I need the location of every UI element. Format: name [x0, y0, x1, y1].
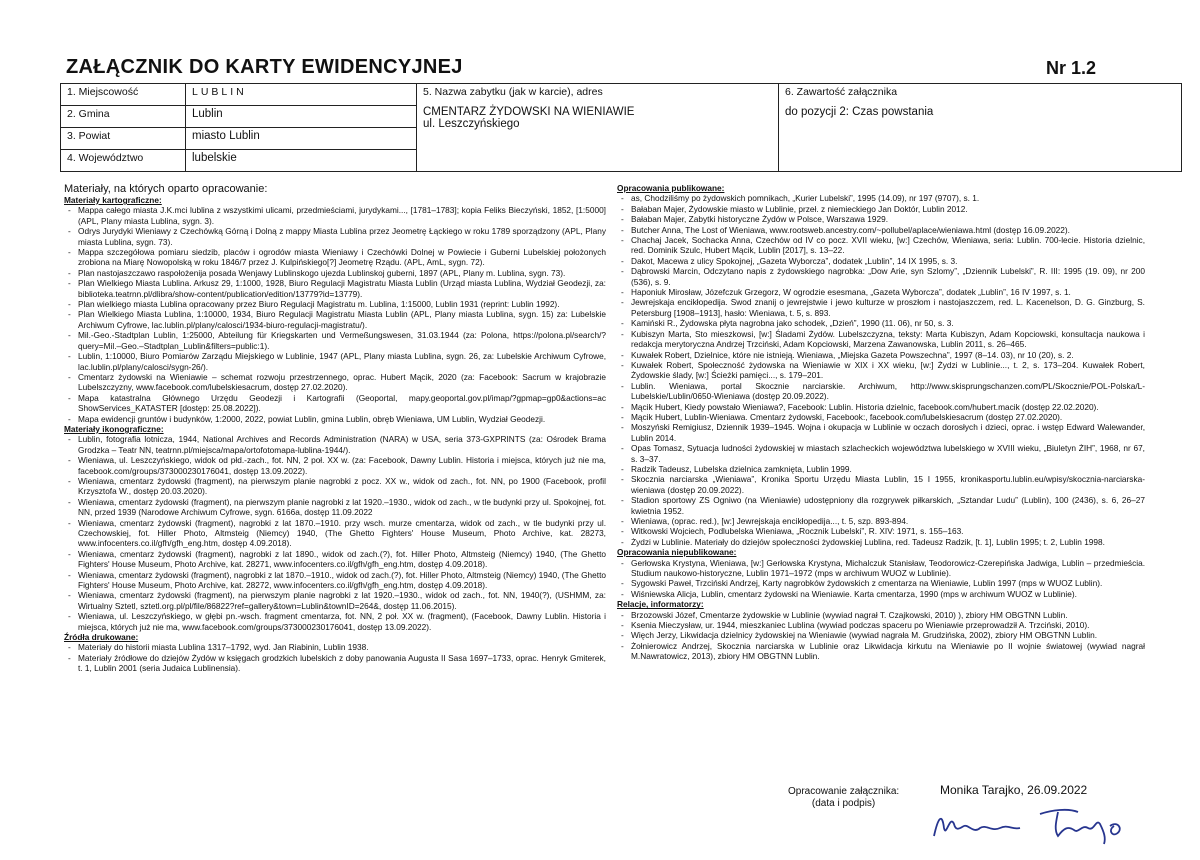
field-4-value: lubelskie	[186, 150, 417, 172]
iconographic-list	[64, 434, 606, 632]
field-2-value: Lublin	[186, 106, 417, 128]
materials-intro: Materiały, na których oparto opracowanie:	[64, 183, 268, 195]
list-item: - Wieniawa, cmentarz żydowski (fragment), na pierwszym planie nagrobki z pocz. XX w., widok od zach., fot. NN, po 1900 (Facebook, profil Krzysztofa W., dostęp 20.03.2020).	[64, 476, 606, 497]
field-6-label: 6. Zawartość załącznika	[785, 86, 898, 98]
header-table	[60, 83, 1182, 172]
list-item: - Materiały źródłowe do dziejów Żydów w księgach grodzkich lubelskich z doby panowania Augusta II Sasa 1697–1733, oprac. Henryk Gmiterek, t. 1, Lublin 2001 (seria Judaica Lublinensia).	[64, 653, 606, 674]
list-item: - Butcher Anna, The Lost of Wieniawa, www.rootsweb.ancestry.com/~pollubel/aplace/wieniawa.html (dostęp 16.09.2022).	[617, 225, 1145, 235]
list-item: - Stadion sportowy ZS Ogniwo (na Wieniawie) udostępniony dla rozgrywek piłkarskich, „Sztandar Ludu” (Lublin), 100 (2436), s. 6, 26–27 kwietnia 1952.	[617, 495, 1145, 516]
list-item: - Opas Tomasz, Sytuacja ludności żydowskiej w miastach szlacheckich województwa lubelskiego w XVIII wieku, „Biuletyn ŻIH”, 1968, nr 67, s. 3–37.	[617, 443, 1145, 464]
list-item: - Bałaban Majer, Zabytki historyczne Żydów w Polsce, Warszawa 1929.	[617, 214, 1145, 224]
list-item: - Żołnierowicz Andrzej, Skocznia narciarska w Lublinie oraz Likwidacja kirkutu na Wieniawie po II wojnie światowej (wywiad nagrał M.Nawratowicz, 2013), zbiory HM OBGTNN Lublin.	[617, 641, 1145, 662]
prepared-by-text: Opracowanie załącznika:	[788, 786, 900, 797]
field-5-cell	[417, 84, 779, 172]
author-date: Monika Tarajko, 26.09.2022	[940, 783, 1088, 797]
list-item: - Lublin. Wieniawa, portal Skocznie narciarskie. Archiwum, http://www.skisprungschanzen.com/PL/Skocznie/POL-Polska/L-Lubelskie/Lublin/0650-Wieniawa (dostęp 20.09.2022).	[617, 381, 1145, 402]
list-item: - Plan nastojaszczawo raspołożenija posada Wenjawy Lublinskogo ujezda Lublinskoj guberni, 1897 (APL, Plany m. Lublina, sygn. 73).	[64, 268, 606, 278]
list-item: - Więch Jerzy, Likwidacja dzielnicy żydowskiej na Wieniawie (wywiad nagrała M. Grudzińska, 2002), zbiory HM OBGTNN Lublin.	[617, 630, 1145, 640]
monument-address: ul. Leszczyńskiego	[423, 118, 520, 130]
list-item: - Plan Wielkiego Miasta Lublina. Arkusz 29, 1:1000, 1928, Biuro Regulacji Magistratu Miasta Lublin (Urząd miasta Lublina, Wydział Geodezji, za: biblioteka.teatrnn.pl/dlibra/show-content/publication/edition/13779?id=13779).	[64, 278, 606, 299]
section-heading-published: Opracowania publikowane:	[617, 183, 725, 193]
section-heading-printed: Źródła drukowane:	[64, 632, 139, 643]
list-item: - Lublin, fotografia lotnicza, 1944, National Archives and Records Administration (NARA) w USA, seria 373-GXPRINTS (za: Ośrodek Brama Grodzka – Teatr NN, teatrnn.pl/miejsca/mapa/ortofotomapa-lublina-1944/).	[64, 434, 606, 455]
list-item: - as, Chodziliśmy po żydowskich pomnikach, „Kurier Lubelski”, 1995 (14.09), nr 197 (9707), s. 1.	[617, 193, 1145, 203]
list-item: - Wieniawa, cmentarz żydowski (fragment), na pierwszym planie nagrobki z lat 1920.–1930., widok od zach., fot. NN, 1940(?), (USHMM, za: Wirtualny Sztetl, sztetl.org.pl/pl/file/86822?ref=gallery&town=Lublin&townID=264&, dostęp 11.06.2015).	[64, 590, 606, 611]
list-item: - Wieniawa, cmentarz żydowski (fragment), nagrobki z lat 1870.–1910., widok od zach.(?), fot. Hiller Photo, Altmsteig (Niemcy) 1940, (The Ghetto Fighters' House Museum, Photo Archive, kat. 28272, www.infocenters.co.il/gfh/gfh_eng.htm, dostęp 4.09.2018).	[64, 570, 606, 591]
list-item: - Sygowski Paweł, Trzciński Andrzej, Karty nagrobków żydowskich z cmentarza na Wieniawie, Lublin 1997 (mps w WUOZ Lublin).	[617, 578, 1145, 588]
unpublished-list	[617, 558, 1145, 600]
list-item: - Wiśniewska Alicja, Lublin, cmentarz żydowski na Wieniawie. Karta cmentarza, 1990 (mps w archiwum WUOZ w Lublinie).	[617, 589, 1145, 599]
list-item: - Kamiński R., Żydowska płyta nagrobna jako schodek, „Dzień”, 1990 (11. 06), nr 50, s. 3.	[617, 318, 1145, 328]
field-4-label: 4. Województwo	[61, 150, 186, 172]
sources-right-column	[617, 183, 1145, 662]
list-item: - Moszyński Remigiusz, Dziennik 1939–1945. Wojna i okupacja w Lublinie w oczach dorosłych i dzieci, oprac. i wstęp Edward Walewander, Lublin 2014.	[617, 422, 1145, 443]
list-item: - Wieniawa, cmentarz żydowski (fragment), nagrobki z lat 1870.–1910. przy wsch. murze cmentarza, widok od zach., w tle budynki przy ul. Czechowskiej, fot. Hiller Photo, Altmsteig (Niemcy) 1940, (The Ghetto Fighters' House Museum, Photo Archive, kat. 28273, www.infocenters.co.il/gfh/gfh_eng.htm, dostęp 4.09.2018).	[64, 518, 606, 549]
field-1-label: 1. Miejscowość	[61, 84, 186, 106]
printed-sources-list	[64, 642, 606, 673]
list-item: - Mącik Hubert, Lublin-Wieniawa. Cmentarz żydowski, Facebook:, facebook.com/lubelskiesacrum (dostęp 27.02.2020).	[617, 412, 1145, 422]
list-item: - Mappa całego miasta J.K.mci lublina z wszystkimi ulicami, przedmieściami, jurydykami..., [1781–1783]; kopia Feliks Bieczyński, 1852, [1:5000] (APL, Plany miasta Lublina, sygn. 3).	[64, 205, 606, 226]
field-6-value: do pozycji 2: Czas powstania	[785, 106, 934, 118]
prepared-by-label	[788, 786, 899, 810]
list-item: - Skocznia narciarska „Wieniawa”, Kronika Sportu Urzędu Miasta Lublin, 15 I 1955, kronikasportu.lublin.eu/wpisy/skocznia-narciarska-wieniawa (dostęp 20.09.2022).	[617, 474, 1145, 495]
list-item: - Haponiuk Mirosław, Józefczuk Grzegorz, W ogrodzie esesmana, „Gazeta Wyborcza”, dodatek „Lublin”, 16 IV 1997, s. 1.	[617, 287, 1145, 297]
list-item: - Gerłowska Krystyna, Wieniawa, [w:] Gerłowska Krystyna, Michalczuk Stanisław, Teodorowicz-Czerepińska Jadwiga, Lublin – przedmieścia. Studium naukowo-historyczne, Lublin 1971–1972 (mps w archiwum WUOZ w Lublinie).	[617, 558, 1145, 579]
list-item: - Radzik Tadeusz, Lubelska dzielnica zamknięta, Lublin 1999.	[617, 464, 1145, 474]
list-item: - Witkowski Wojciech, Podlubelska Wieniawa, „Rocznik Lubelski”, R. XIV: 1971, s. 155–163.	[617, 526, 1145, 536]
list-item: - Cmentarz żydowski na Wieniawie – schemat rozwoju przestrzennego, oprac. Hubert Mącik, 2020 (za: Facebook: Sacrum w krajobrazie Lubelszczyzny, www.facebook.com/lubelskiesacrum, dostęp 27.02.2020).	[64, 372, 606, 393]
list-item: - Ksenia Mieczysław, ur. 1944, mieszkaniec Lublina (wywiad podczas spaceru po Wieniawie przeprowadził A. Trzciński, 2010).	[617, 620, 1145, 630]
list-item: - Materiały do historii miasta Lublina 1317–1792, wyd. Jan Riabinin, Lublin 1938.	[64, 642, 606, 652]
sources-left-column	[64, 183, 606, 674]
document-title: ZAŁĄCZNIK DO KARTY EWIDENCYJNEJ	[66, 56, 463, 78]
list-item: - Mącik Hubert, Kiedy powstało Wieniawa?, Facebook: Lublin. Historia dzielnic, facebook.com/hubert.macik (dostęp 22.02.2020).	[617, 402, 1145, 412]
monument-name: CMENTARZ ŻYDOWSKI NA WIENIAWIE	[423, 106, 635, 118]
accounts-list	[617, 610, 1145, 662]
field-2-label: 2. Gmina	[61, 106, 186, 128]
section-heading-unpublished: Opracowania niepublikowane:	[617, 547, 737, 558]
list-item: - Mapa ewidencji gruntów i budynków, 1:2000, 2022, powiat Lublin, gmina Lublin, obręb Wieniawa, UM Lublin, Wydział Geodezji.	[64, 414, 606, 424]
list-item: - Plan wielkiego miasta Lublina opracowany przez Biuro Regulacji Magistratu m. Lublina, 1:15000, Lublin 1931 (reprint: Lublin 1992).	[64, 299, 606, 309]
section-heading-iconographic: Materiały ikonograficzne:	[64, 423, 164, 434]
list-item: - Kuwałek Robert, Dzielnice, które nie istnieją. Wieniawa, „Miejska Gazeta Powszechna”, 1997 (8–14. 03), nr 10 (20), s. 2.	[617, 350, 1145, 360]
list-item: - Mappa szczegółowa pomiaru siedzib, placów i ogrodów miasta Wieniawy i Czechówki Dolnej w Powiecie i Guberni Lubelskiej położonych zrobiona na Miarę Nowopolską w roku 1846/7 przez J. Kulpińskiego[?] Jeometrę Rządu. (APL, AmL, sygn. 72).	[64, 247, 606, 268]
list-item: - Jewrejskaja encikłopedija. Swod znanij o jewrejstwie i jewo kulturze w proszłom i nastojaszczem, red. L. Kacenelson, D. G. Ginzburg, S. Petersburg [1908–1913], hasło: Wieniawa, t. 5, s. 893.	[617, 297, 1145, 318]
list-item: - Wieniawa, cmentarz żydowski (fragment), nagrobki z lat 1890., widok od zach.(?), fot. Hiller Photo, Altmsteig (Niemcy) 1940, (The Ghetto Fighters' House Museum, Photo Archive, kat. 28271, www.infocenters.co.il/gfh/gfh_eng.htm, dostęp 4.09.2018).	[64, 549, 606, 570]
signature-icon	[928, 798, 1138, 848]
section-heading-accounts: Relacje, informatorzy:	[617, 599, 704, 610]
list-item: - Dakot, Macewa z ulicy Spokojnej, „Gazeta Wyborcza”, dodatek „Lublin”, 14 IX 1995, s. 3.	[617, 256, 1145, 266]
field-6-cell	[779, 84, 1182, 172]
list-item: - Plan Wielkiego Miasta Lublina, 1:10000, 1934, Biuro Regulacji Magistratu Miasta Lublin (APL, Plany miasta Lublina, sygn. 15) za: Lubelskie Archiwum Cyfrowe, lac.lublin.pl/plany/calosci/1934-biuro-regulacji-magistratu/).	[64, 309, 606, 330]
list-item: - Kubiszyn Marta, Sto mieszkowsi, [w:] Śladami Żydów. Lubelszczyzna, teksty: Marta Kubiszyn, Adam Kopciowski, konsultacja naukowa i redakcja merytoryczna Andrzej Trzciński, Adam Kopciowski, Marzena Zawanowska, Lublin 2011, s. 26–465.	[617, 329, 1145, 350]
field-3-value: miasto Lublin	[186, 128, 417, 150]
list-item: - Żydzi w Lublinie. Materiały do dziejów społeczności żydowskiej Lublina, red. Tadeusz Radzik, [t. 1], Lublin 1995; t. 2, Lublin 1998.	[617, 537, 1145, 547]
list-item: - Mapa katastralna Głównego Urzędu Geodezji i Kartografii (Geoportal, mapy.geoportal.gov.pl/imap/?gpmap=gp0&actions=ac ShowServices_KATASTER [dostęp: 25.08.2022]).	[64, 393, 606, 414]
cartographic-list	[64, 205, 606, 424]
list-item: - Brzozowski Józef, Cmentarze żydowskie w Lublinie (wywiad nagrał T. Czajkowski, 2010) ), zbiory HM OBGTNN Lublin.	[617, 610, 1145, 620]
list-item: - Dąbrowski Marcin, Odczytano napis z żydowskiego nagrobka: „Dow Arie, syn Szlomy”, „Dziennik Lubelski”, R. III: 1995 (19. 09), nr 200 (536), s. 9.	[617, 266, 1145, 287]
field-1-value: LUBLIN	[186, 84, 417, 106]
list-item: - Odrys Jurydyki Wieniawy z Czechówką Górną i Dolną z mappy Miasta Lublina przez Jeometrę Łąckiego w roku 1789 sporządzony (APL, Plany miasta Lublina, sygn. 73).	[64, 226, 606, 247]
list-item: - Mil.-Geo.-Stadtplan Lublin, 1:25000, Abteilung für Kriegskarten und Vermeßungswesen, 31.03.1944 (za: Polona, https://polona.pl/search/?query=Mil.–Geo.–Stadtplan_Lublin&filters=public:1).	[64, 330, 606, 351]
list-item: - Wieniawa, ul. Leszczyńskiego, widok od płd.-zach., fot. NN, 2 poł. XX w. (za: Facebook, Dawny Lublin. Historia i miejsca, których już nie ma, facebook.com/groups/373000230176041, dostęp 13.09.2022).	[64, 455, 606, 476]
list-item: - Kuwałek Robert, Społeczność żydowska na Wieniawie w XIX i XX wieku, [w:] Żydzi w Lublinie..., t. 2, s. 173–204. Kuwałek Robert, Żydowskie ślady, [w:] Ścieżki pamięci..., s. 179–201.	[617, 360, 1145, 381]
section-heading-cartographic: Materiały kartograficzne:	[64, 195, 162, 205]
list-item: - Wieniawa, ul. Leszczyńskiego, w głębi pn.-wsch. fragment cmentarza, fot. NN, 2 poł. XX w. (fragment), (Facebook, Dawny Lublin. Historia i miejsca, których już nie ma, www.facebook.com/groups/373000230176041, dostęp 13.09.2022).	[64, 611, 606, 632]
field-3-label: 3. Powiat	[61, 128, 186, 150]
attachment-number: Nr 1.2	[1046, 58, 1097, 78]
field-5-label: 5. Nazwa zabytku (jak w karcie), adres	[423, 86, 603, 98]
list-item: - Wieniawa, cmentarz żydowski (fragment), na pierwszym planie nagrobki z lat 1920.–1930., widok od zach., w tle budynki przy ul. Spokojnej, fot. NN, przed 1939 (Narodowe Archiwum Cyfrowe, sygn. 6166a, dostęp 11.09.2022	[64, 497, 606, 518]
published-list	[617, 193, 1145, 547]
date-signature-text: (data i podpis)	[811, 798, 876, 809]
list-item: - Wieniawa, (oprac. red.), [w:] Jewrejskaja encikłopedija..., t. 5, szp. 893-894.	[617, 516, 1145, 526]
list-item: - Bałaban Majer, Żydowskie miasto w Lublinie, przeł. z niemieckiego Jan Doktór, Lublin 2012.	[617, 204, 1145, 214]
list-item: - Lublin, 1:10000, Biuro Pomiarów Zarządu Miejskiego w Lublinie, 1947 (APL, Plany miasta Lublina, sygn. 26, za: Lubelskie Archiwum Cyfrowe, lac.lublin.pl/plany/calosci/sygn-26/).	[64, 351, 606, 372]
list-item: - Chachaj Jacek, Sochacka Anna, Czechów od IV co pocz. XVII wieku, [w:] Czechów, Wieniawa, seria: Lublin. 700-lecie. Historia dzielnic, red. Dominik Szulc, Hubert Mącik, Lublin [2017], s. 13–22.	[617, 235, 1145, 256]
